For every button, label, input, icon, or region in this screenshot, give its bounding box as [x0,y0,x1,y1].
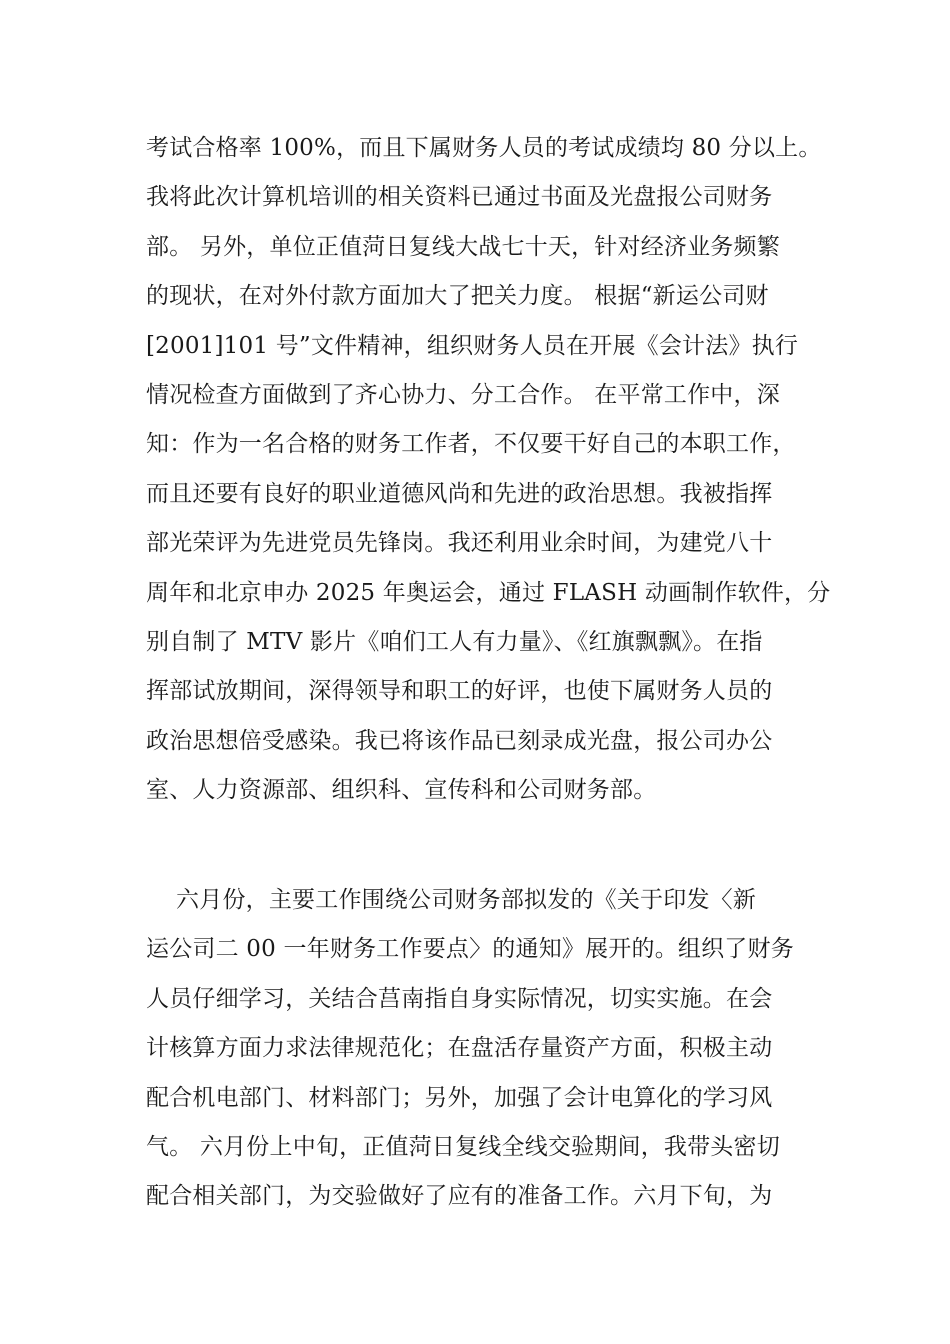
paragraph-line: 政治思想倍受感染。我已将该作品已刻录成光盘，报公司办公 [146,727,773,754]
paragraph-line: 的现状，在对外付款方面加大了把关力度。 根据“新运公司财 [146,283,769,310]
paragraph-line: 室、人力资源部、组织科、宣传科和公司财务部。 [146,777,657,804]
paragraph-line: 我将此次计算机培训的相关资料已通过书面及光盘报公司财务 [146,184,773,211]
paragraph-line: 人员仔细学习，关结合莒南指自身实际情况，切实实施。在会 [146,985,773,1012]
paragraph-line: 别自制了 MTV 影片《咱们工人有力量》、《红旗飘飘》。在指 [146,628,763,655]
paragraph-line: 运公司二 00 一年财务工作要点〉的通知》展开的。组织了财务 [146,936,794,963]
paragraph-line: 配合相关部门，为交验做好了应有的准备工作。六月下旬，为 [146,1183,773,1210]
paragraph-2 [146,876,826,1222]
paragraph-line: 配合机电部门、材料部门；另外，加强了会计电算化的学习风 [146,1084,773,1111]
paragraph-line: [2001]101 号”文件精神，组织财务人员在开展《会计法》执行 [146,332,799,359]
paragraph-line: 而且还要有良好的职业道德风尚和先进的政治思想。我被指挥 [146,480,773,507]
paragraph-line: 周年和北京申办 2025 年奥运会，通过 FLASH 动画制作软件，分 [146,579,831,606]
paragraph-line: 挥部试放期间，深得领导和职工的好评，也使下属财务人员的 [146,678,773,705]
paragraph-line: 部。 另外，单位正值菏日复线大战七十天，针对经济业务频繁 [146,233,780,260]
paragraph-line: 六月份，主要工作围绕公司财务部拟发的《关于印发〈新 [146,887,757,913]
paragraph-line: 情况检查方面做到了齐心协力、分工合作。 在平常工作中，深 [146,381,780,408]
paragraph-line: 计核算方面力求法律规范化；在盘活存量资产方面，积极主动 [146,1035,773,1062]
paragraph-line: 考试合格率 100%，而且下属财务人员的考试成绩均 80 分以上。 [146,135,822,161]
paragraph-line: 知：作为一名合格的财务工作者，不仅要干好自己的本职工作， [146,431,796,458]
paragraph-1 [146,124,831,815]
paragraph-line: 部光荣评为先进党员先锋岗。我还利用业余时间，为建党八十 [146,530,773,557]
paragraph-line: 气。 六月份上中旬，正值菏日复线全线交验期间，我带头密切 [146,1133,780,1160]
